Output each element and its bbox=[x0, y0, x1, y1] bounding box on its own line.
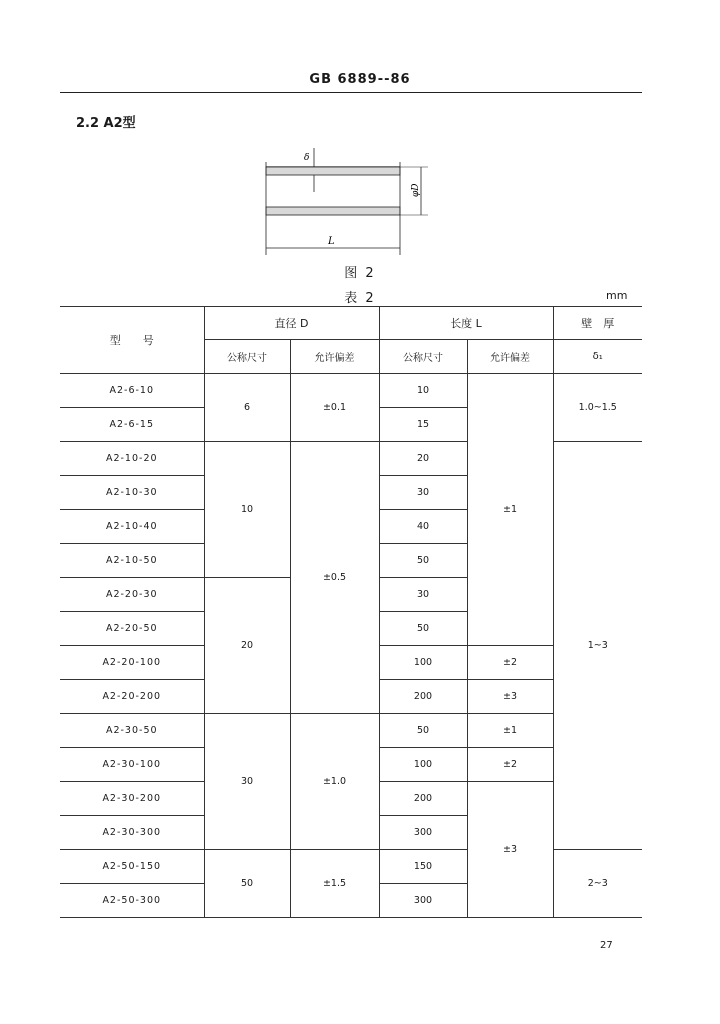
diameter-tolerance-cell: ±1.5 bbox=[290, 850, 379, 918]
length-tolerance-cell: ±1 bbox=[467, 714, 553, 748]
header-length-nominal: 公称尺寸 bbox=[379, 340, 467, 374]
length-nominal-cell: 50 bbox=[379, 612, 467, 646]
model-cell: A2-20-100 bbox=[60, 646, 204, 680]
diameter-tolerance-cell: ±1.0 bbox=[290, 714, 379, 850]
section-title: 2.2 A2型 bbox=[76, 116, 136, 131]
diameter-nominal-cell: 30 bbox=[204, 714, 290, 850]
model-cell: A2-20-200 bbox=[60, 680, 204, 714]
document-header: GB 6889--86 bbox=[309, 72, 411, 87]
length-tolerance-cell: ±2 bbox=[467, 646, 553, 680]
wall-thickness-cell: 2~3 bbox=[553, 850, 642, 918]
length-nominal-cell: 300 bbox=[379, 816, 467, 850]
length-tolerance-cell: ±3 bbox=[467, 782, 553, 918]
length-nominal-cell: 150 bbox=[379, 850, 467, 884]
length-nominal-cell: 15 bbox=[379, 408, 467, 442]
header-wall-symbol: δ₁ bbox=[553, 340, 642, 374]
model-cell: A2-30-100 bbox=[60, 748, 204, 782]
length-nominal-cell: 300 bbox=[379, 884, 467, 918]
model-cell: A2-50-150 bbox=[60, 850, 204, 884]
model-cell: A2-10-30 bbox=[60, 476, 204, 510]
length-nominal-cell: 50 bbox=[379, 544, 467, 578]
length-nominal-cell: 200 bbox=[379, 782, 467, 816]
header-length-tolerance: 允许偏差 bbox=[467, 340, 553, 374]
dimension-table bbox=[60, 306, 642, 918]
table-caption: 表 2 bbox=[344, 291, 376, 306]
length-nominal-cell: 50 bbox=[379, 714, 467, 748]
table-row bbox=[60, 850, 642, 884]
model-cell: A2-30-50 bbox=[60, 714, 204, 748]
wall-thickness-cell: 1.0~1.5 bbox=[553, 374, 642, 442]
model-cell: A2-6-15 bbox=[60, 408, 204, 442]
header-length: 长度 L bbox=[379, 307, 553, 340]
diameter-nominal-cell: 6 bbox=[204, 374, 290, 442]
length-tolerance-cell: ±1 bbox=[467, 374, 553, 646]
diameter-nominal-cell: 50 bbox=[204, 850, 290, 918]
diameter-tolerance-cell: ±0.1 bbox=[290, 374, 379, 442]
page-number: 27 bbox=[600, 940, 613, 951]
tube-bottom-wall bbox=[266, 207, 400, 215]
table-header-row bbox=[60, 307, 642, 340]
table-unit: mm bbox=[606, 289, 628, 302]
model-cell: A2-6-10 bbox=[60, 374, 204, 408]
table-row bbox=[60, 374, 642, 408]
length-label: L bbox=[328, 236, 335, 247]
model-cell: A2-30-300 bbox=[60, 816, 204, 850]
length-nominal-cell: 40 bbox=[379, 510, 467, 544]
header-wall: 壁 厚 bbox=[553, 307, 642, 340]
model-cell: A2-20-30 bbox=[60, 578, 204, 612]
header-model: 型 号 bbox=[60, 307, 204, 374]
diameter-tolerance-cell: ±0.5 bbox=[290, 442, 379, 714]
length-tolerance-cell: ±3 bbox=[467, 680, 553, 714]
table-row bbox=[60, 442, 642, 476]
diameter-nominal-cell: 20 bbox=[204, 578, 290, 714]
figure-caption: 图 2 bbox=[344, 266, 376, 281]
model-cell: A2-10-50 bbox=[60, 544, 204, 578]
thickness-label: δ bbox=[304, 153, 310, 163]
tube-top-wall bbox=[266, 167, 400, 175]
length-nominal-cell: 10 bbox=[379, 374, 467, 408]
wall-thickness-cell: 1~3 bbox=[553, 442, 642, 850]
length-nominal-cell: 20 bbox=[379, 442, 467, 476]
model-cell: A2-10-20 bbox=[60, 442, 204, 476]
length-nominal-cell: 30 bbox=[379, 476, 467, 510]
length-nominal-cell: 30 bbox=[379, 578, 467, 612]
header-diameter-nominal: 公称尺寸 bbox=[204, 340, 290, 374]
length-tolerance-cell: ±2 bbox=[467, 748, 553, 782]
model-cell: A2-30-200 bbox=[60, 782, 204, 816]
model-cell: A2-50-300 bbox=[60, 884, 204, 918]
header-diameter-tolerance: 允许偏差 bbox=[290, 340, 379, 374]
diameter-label: φD bbox=[411, 183, 421, 197]
header-rule bbox=[60, 92, 642, 93]
tube-figure bbox=[258, 140, 438, 260]
diameter-nominal-cell: 10 bbox=[204, 442, 290, 578]
model-cell: A2-10-40 bbox=[60, 510, 204, 544]
length-nominal-cell: 100 bbox=[379, 646, 467, 680]
model-cell: A2-20-50 bbox=[60, 612, 204, 646]
length-nominal-cell: 200 bbox=[379, 680, 467, 714]
length-nominal-cell: 100 bbox=[379, 748, 467, 782]
header-diameter: 直径 D bbox=[204, 307, 379, 340]
